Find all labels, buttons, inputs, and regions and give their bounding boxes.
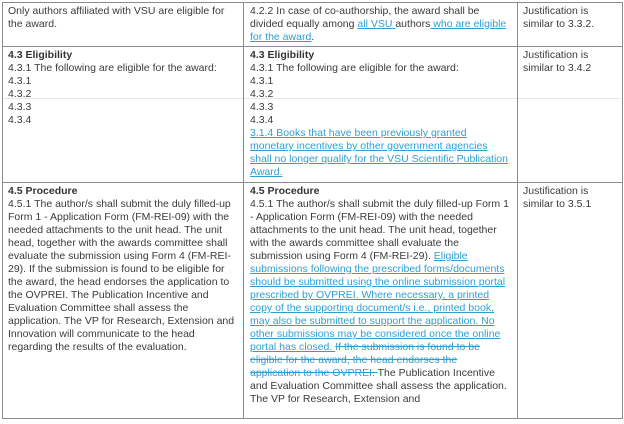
list-item: 4.3.1 [8, 75, 32, 87]
original-4-3-heading: 4.3 Eligibility [8, 49, 73, 61]
cell-revised-4-5 [244, 183, 518, 419]
revised-4-5-heading: 4.5 Procedure [250, 185, 320, 197]
cell-justification-4-3 [518, 47, 623, 183]
cell-original-4-3 [3, 47, 244, 183]
revised-4-2-post: . [311, 31, 315, 43]
cell-justification-4-5 [518, 183, 623, 419]
table-row-4-2 [3, 3, 623, 47]
revised-4-5-content [250, 185, 509, 418]
revised-4-2-text [250, 5, 509, 44]
original-4-5-heading: 4.5 Procedure [8, 185, 78, 197]
revised-4-5-insertion: Eligible submissions following the prescribed forms/documents should be submitted using the online submission portal prescribed by OVPREI. Where necessary, a printed copy of the supporting document/s i.e., printed book, may also be submitted to support the application. No other submissions may be considered once the online portal has closed. [250, 250, 506, 353]
justification-4-5-text: Justification is similar to 3.5.1 [523, 185, 592, 210]
cell-revised-4-3 [244, 47, 518, 183]
list-item: 4.3.4 [8, 114, 32, 126]
justification-4-2-text: Justification is similar to 3.3.2. [523, 5, 595, 30]
table-row-4-5 [3, 183, 623, 419]
cell-revised-4-2 [244, 3, 518, 47]
revised-4-5-body [250, 198, 509, 406]
policy-revision-table [2, 2, 623, 419]
revised-4-5-post: The Publication Incentive and Evaluation Committee shall assess the application. The VP for Research, Extension and [250, 367, 507, 405]
list-item: 4.3.3 [8, 101, 32, 113]
cell-justification-4-2 [518, 3, 623, 47]
original-4-3-intro: 4.3.1 The following are eligible for the award: [8, 62, 217, 74]
revised-4-3-insertion: 3.1.4 Books that have been previously granted monetary incentives by other government agencies shall no longer qualify for the VSU Scientific Publication Award. [250, 127, 508, 178]
revised-4-2-insertion-2: who are eligible for the award [250, 18, 507, 43]
revised-4-2-pre: 4.2.2 In case of co-authorship, the award shall be divided equally among [250, 5, 480, 30]
cell-original-4-5 [3, 183, 244, 419]
list-item: 4.3.1 [250, 75, 274, 87]
revised-4-2-insertion-1: all VSU [357, 18, 396, 30]
original-4-5-content [8, 185, 241, 418]
revised-4-2-mid: authors [395, 18, 431, 30]
original-4-5-body: 4.5.1 The author/s shall submit the duly filled-up Form 1 - Application Form (FM-REI-09) with the needed attachments to the unit head. The unit head, together with the awards committee shall evaluate the submission using Form 4 (FM-REI-29). If the submission is found to be eligible for the award, the head endorses the application to the OVPREI. The Publication Incentive and Evaluation Committee shall assess the application. The VP for Research, Extension and Innovation will communicate to the head regarding the results of the evaluation. [8, 198, 235, 353]
cell-original-4-2 [3, 3, 244, 47]
revised-4-5-deletion: If the submission is found to be eligible for the award, the head endorses the application to the OVPREI. [250, 341, 480, 379]
original-4-2-text: Only authors affiliated with VSU are eligible for the award. [8, 5, 225, 30]
list-item: 4.3.2 [8, 88, 32, 100]
list-item: 4.3.2 [250, 88, 274, 100]
justification-4-3-text: Justification is similar to 3.4.2 [523, 49, 592, 74]
table-row-4-3 [3, 47, 623, 183]
list-item: 4.3.4 [250, 114, 274, 126]
revised-4-5-pre: 4.5.1 The author/s shall submit the duly filled-up Form 1 - Application Form (FM-REI-09) with the needed attachments to the unit head. The unit head, together with the awards committee shall evaluate the submission using Form 4 (FM-REI-29). [250, 198, 509, 262]
revised-4-3-intro: 4.3.1 The following are eligible for the award: [250, 62, 459, 74]
list-item: 4.3.3 [250, 101, 274, 113]
revised-4-3-heading: 4.3 Eligibility [250, 49, 315, 61]
